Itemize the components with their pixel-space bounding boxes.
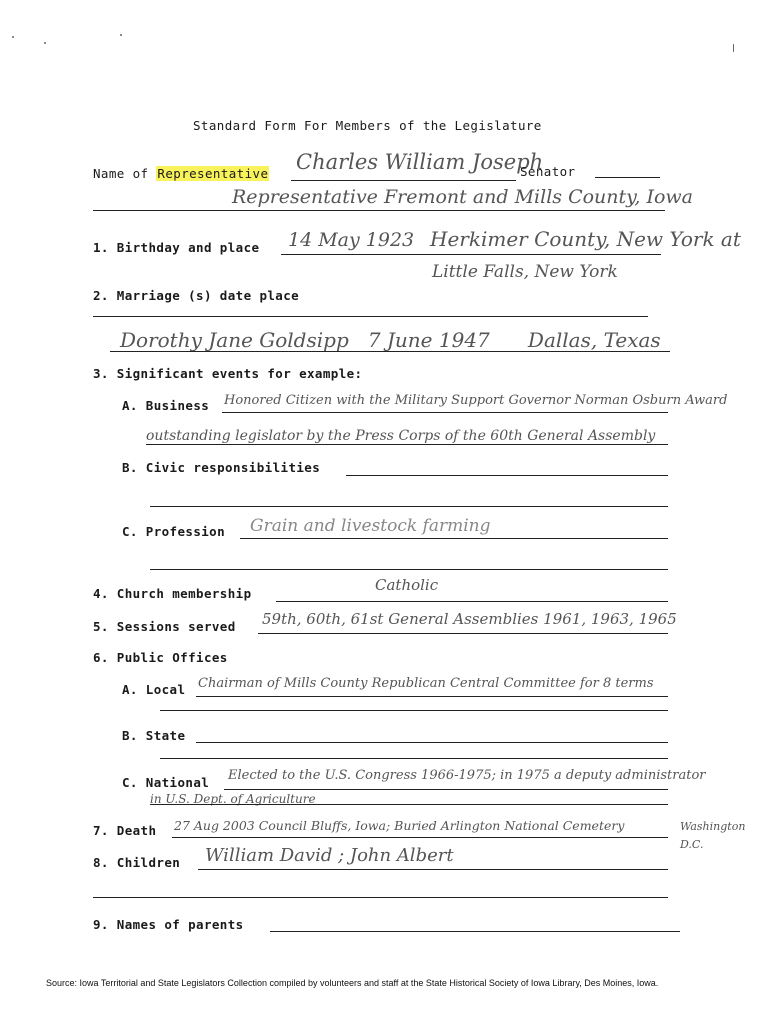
local-office-label: A. Local (122, 682, 186, 697)
name-line-2 (93, 210, 665, 211)
church-underline (276, 601, 668, 602)
state-underline (196, 742, 668, 743)
handwritten-sessions: 59th, 60th, 61st General Assemblies 1961, 1963, 1965 (262, 610, 677, 628)
handwritten-death-place: Washington D.C. (680, 820, 746, 851)
civic-label: B. Civic responsibilities (122, 460, 321, 475)
handwritten-death: 27 Aug 2003 Council Bluffs, Iowa; Buried Arlington National Cemetery (174, 818, 625, 833)
business-line-2 (146, 444, 668, 445)
handwritten-marriage: Dorothy Jane Goldsipp 7 June 1947 Dallas, Texas (120, 328, 661, 352)
parents-underline (270, 931, 680, 932)
civic-underline (346, 475, 668, 476)
local-line-2 (160, 710, 668, 711)
death-label: 7. Death (93, 823, 157, 838)
local-underline (196, 696, 668, 697)
scan-speck (12, 36, 14, 38)
handwritten-business-1: Honored Citizen with the Military Support Governor Norman Osburn Award (224, 393, 728, 408)
significant-events-label: 3. Significant events for example: (93, 366, 363, 381)
marriage-line-1 (93, 316, 648, 317)
handwritten-business-2: outstanding legislator by the Press Corps of the 60th General Assembly (146, 428, 656, 444)
name-label (93, 166, 269, 181)
senator-underline (595, 177, 660, 178)
civic-line-2 (150, 506, 668, 507)
marriage-line-2 (110, 351, 670, 352)
business-label: A. Business (122, 398, 210, 413)
profession-underline (240, 538, 668, 539)
handwritten-profession: Grain and livestock farming (250, 516, 491, 536)
handwritten-name: Charles William Joseph (296, 150, 544, 174)
national-office-label: C. National (122, 775, 210, 790)
handwritten-district: Representative Fremont and Mills County, Iowa (232, 186, 693, 208)
scan-speck (44, 42, 46, 44)
children-underline (198, 869, 668, 870)
handwritten-national-2: in U.S. Dept. of Agriculture (150, 792, 316, 806)
source-footer: Source: Iowa Territorial and State Legislators Collection compiled by volunteers and staff at the State Historical Society of Iowa Library, Des Moines, Iowa. (46, 978, 659, 988)
children-line-2 (93, 897, 668, 898)
death-underline (172, 837, 668, 838)
handwritten-national-1: Elected to the U.S. Congress 1966-1975; in 1975 a deputy administrator (228, 768, 706, 783)
profession-label: C. Profession (122, 524, 226, 539)
profession-line-2 (150, 569, 668, 570)
scan-speck (733, 44, 734, 52)
children-label: 8. Children (93, 855, 181, 870)
handwritten-birthplace: Herkimer County, New York at (430, 227, 741, 251)
state-office-label: B. State (122, 728, 186, 743)
handwritten-birthplace-2: Little Falls, New York (432, 262, 618, 282)
birthday-label: 1. Birthday and place (93, 240, 260, 255)
name-prefix: Name of (93, 166, 149, 181)
form-title: Standard Form For Members of the Legislature (193, 118, 542, 133)
handwritten-birthdate: 14 May 1923 (288, 229, 415, 251)
church-label: 4. Church membership (93, 586, 252, 601)
public-offices-label: 6. Public Offices (93, 650, 228, 665)
business-underline (222, 412, 668, 413)
parents-label: 9. Names of parents (93, 917, 244, 932)
scan-speck (120, 34, 122, 36)
national-line-2 (150, 804, 668, 805)
birthday-underline (281, 254, 661, 255)
handwritten-church: Catholic (375, 576, 439, 594)
handwritten-local: Chairman of Mills County Republican Central Committee for 8 terms (198, 676, 654, 691)
name-underline (291, 180, 516, 181)
national-underline (224, 789, 668, 790)
marriage-label: 2. Marriage (s) date place (93, 288, 300, 303)
handwritten-children: William David ; John Albert (205, 845, 454, 866)
state-line-2 (160, 758, 668, 759)
representative-label: Representative (157, 166, 269, 181)
sessions-underline (258, 633, 668, 634)
senator-label: Senator (520, 164, 576, 179)
sessions-label: 5. Sessions served (93, 619, 236, 634)
